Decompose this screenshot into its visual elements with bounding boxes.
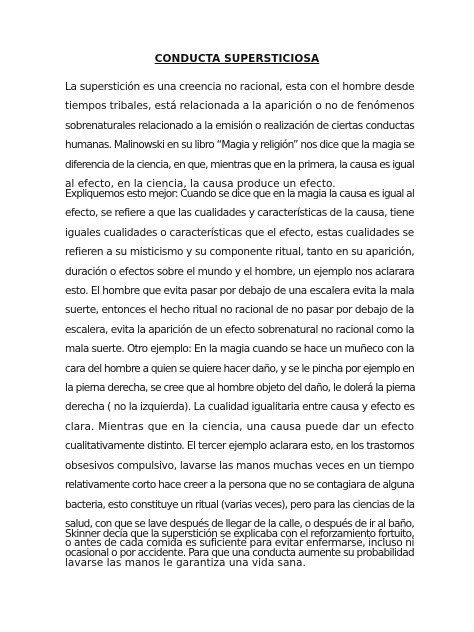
paragraph-1 bbox=[65, 78, 414, 194]
text-line: al efecto, en la ciencia, la causa produce un efecto. bbox=[65, 178, 336, 191]
text-line: obsesivos compulsivo, lavarse las manos muchas veces en un tiempo bbox=[65, 459, 414, 472]
text-line: escalera, evita la aparición de un efecto sobrenatural no racional como la bbox=[65, 323, 414, 336]
text-line: mala suerte. Otro ejemplo: En la magia cuando se hace un muñeco con la bbox=[65, 343, 414, 356]
text-line: humanas. Malinowski en su libro “Magia y religión” nos dice que la magia se bbox=[65, 139, 415, 152]
text-line: refieren a su misticismo y su componente ritual, tanto en su aparición, bbox=[65, 246, 415, 259]
text-line: relativamente corto hace creer a la persona que no se contagiara de alguna bbox=[65, 479, 415, 492]
text-line: cara del hombre a quien se quiere hacer daño, y se le pincha por ejemplo en bbox=[65, 362, 414, 375]
text-line: La superstición es una creencia no racional, esta con el hombre desde bbox=[65, 81, 415, 93]
text-line: suerte, entonces el hecho ritual no racional de no pasar por debajo de la bbox=[65, 304, 414, 317]
text-line: clara. Mientras que en la ciencia, una causa puede dar un efecto bbox=[65, 420, 414, 433]
text-line: cualitativamente distinto. El tercer ejemplo aclarara esto, en los trastornos bbox=[65, 440, 414, 453]
text-line: diferencia de la ciencia, en que, mientras que en la primera, la causa es igual bbox=[65, 158, 414, 171]
paragraph-2 bbox=[65, 185, 414, 573]
text-line: salud, con que se lave después de llegar de la calle, o después de ir al baño, bbox=[65, 517, 414, 530]
text-line: sobrenaturales relacionado a la emisión o realización de ciertas conductas bbox=[65, 119, 415, 132]
document-title: CONDUCTA SUPERSTICIOSA bbox=[154, 53, 320, 65]
text-line: esto. El hombre que evita pasar por debajo de una escalera evita la mala bbox=[65, 285, 414, 298]
paragraph-3 bbox=[65, 525, 414, 564]
text-line: la pierna derecha, se cree que al hombre objeto del daño, le dolerá la pierna bbox=[65, 382, 416, 395]
text-line: derecha ( no la izquierda). La cualidad igualitaria entre causa y efecto es bbox=[65, 401, 415, 414]
text-line: lavarse las manos le garantiza una vida sana. bbox=[65, 556, 306, 569]
text-line: iguales cualidades o características que el efecto, estas cualidades se bbox=[65, 226, 414, 239]
text-line: Expliquemos esto mejor: Cuando se dice que en la magia la causa es igual al bbox=[65, 188, 414, 200]
text-line: ocasional o por accidente. Para que una conducta aumente su probabilidad bbox=[65, 547, 414, 560]
text-line: duración o efectos sobre el mundo y el hombre, un ejemplo nos aclarara bbox=[65, 265, 415, 278]
text-line: efecto, se refiere a que las cualidades y características de la causa, tiene bbox=[65, 207, 414, 220]
text-line: o antes de cada comida es suficiente para evitar enfermarse, incluso ni bbox=[65, 537, 414, 550]
text-line: bacteria, esto constituye un ritual (varias veces), pero para las ciencias de la bbox=[65, 498, 415, 511]
text-line: tiempos tribales, está relacionada a la aparición o no de fenómenos bbox=[65, 100, 415, 113]
text-line: Skinner decía que la superstición se explicaba con el reforzamiento fortuito, bbox=[65, 528, 414, 540]
